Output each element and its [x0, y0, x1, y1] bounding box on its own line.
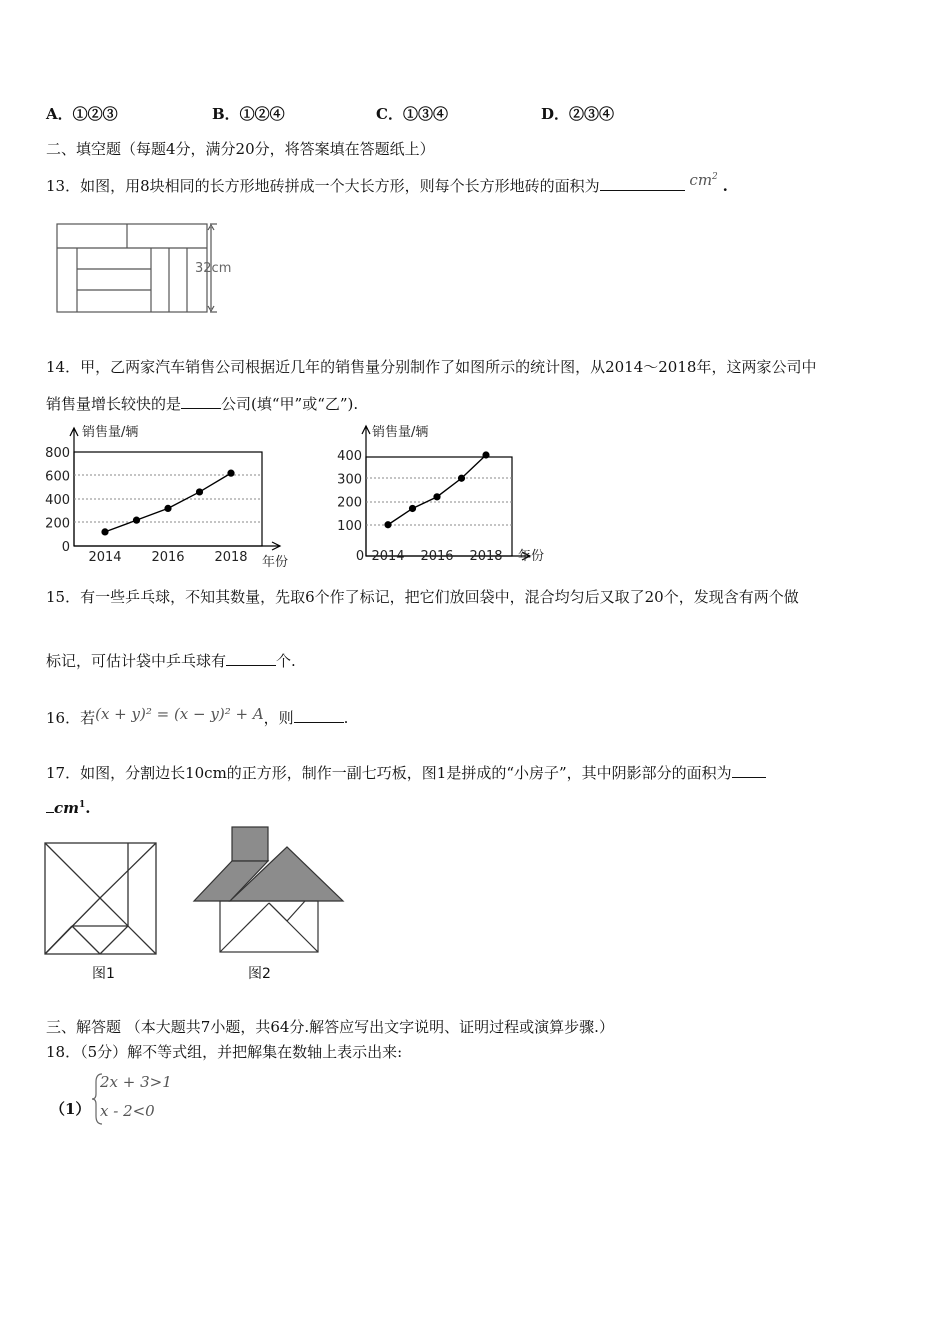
q15-line1: 15．有一些乒乓球，不知其数量，先取6个作了标记，把它们放回袋中，混合均匀后又取了20个，发现含有两个做: [46, 588, 799, 606]
chart2-point: [433, 493, 440, 500]
q16-line: [46, 707, 348, 728]
chart1-point: [227, 470, 234, 477]
q13-question: 13．如图，用8块相同的长方形地砖拼成一个大长方形，则每个长方形地砖的面积为: [46, 177, 600, 195]
q16-suffix: ，则: [263, 709, 294, 727]
chart1-ylabel: 销售量/辆: [82, 425, 139, 440]
chart1-series-line: [105, 473, 231, 532]
q18-ineq2: x - 2<0: [100, 1102, 155, 1120]
q13-end: .: [722, 177, 728, 195]
q13-tiles-figure: [55, 222, 245, 314]
chart1-ytick: 0: [61, 540, 70, 555]
option-b: B．①②④: [212, 105, 285, 123]
section2-title: 二、填空题（每题4分，满分20分，将答案填在答题纸上）: [46, 140, 435, 158]
q18-part-label: （1）: [50, 1100, 91, 1118]
chart1-point: [196, 488, 203, 495]
q14-blank: [181, 394, 221, 409]
chart2-ytick: 400: [337, 449, 362, 464]
chart2-xlabel: 年份: [518, 549, 545, 564]
q13-label: 32cm: [195, 261, 232, 276]
q17-text: 17．如图，分割边长10cm的正方形，制作一副七巧板，图1是拼成的“小房子”，其中阴影部分的面积为: [46, 764, 732, 782]
tangram-house-figure: [190, 825, 346, 955]
q16-blank: [294, 708, 344, 723]
section3-title: 三、解答题 （本大题共7小题，共64分.解答应写出文字说明、证明过程或演算步骤.）: [46, 1018, 614, 1036]
chart2-point: [482, 451, 489, 458]
q17-unit-exp: 1: [79, 800, 86, 810]
chart1-xtick: 2014: [88, 550, 122, 565]
q14-line2: [46, 393, 358, 414]
q14-line1: 14．甲，乙两家汽车销售公司根据近几年的销售量分别制作了如图所示的统计图，从2014～2018年，这两家公司中: [46, 358, 817, 376]
chart2-point: [409, 505, 416, 512]
q17-blank-b: [46, 798, 54, 813]
chart2-ylabel: 销售量/辆: [372, 425, 429, 440]
chart2-xtick: 2018: [469, 549, 503, 564]
chart2-series-line: [388, 455, 486, 525]
fig1-label: 图1: [92, 966, 115, 982]
chart1-xlabel: 年份: [262, 555, 289, 570]
chart1-point: [133, 517, 140, 524]
q15-text-a: 标记，可估计袋中乒乓球有: [46, 652, 227, 670]
chart2-point: [458, 475, 465, 482]
option-a: A．①②③: [46, 105, 118, 123]
q18-text: 18．（5分）解不等式组，并把解集在数轴上表示出来:: [46, 1043, 403, 1061]
q14-text-b: 公司(填“甲”或“乙”).: [221, 395, 359, 413]
q13-unit: $cm^2$: [689, 171, 718, 189]
q15-line2: [46, 650, 296, 671]
chart2-ytick: 100: [337, 518, 362, 534]
q14-text-a: 销售量增长较快的是: [46, 395, 182, 413]
chart1-xtick: 2018: [214, 550, 248, 565]
chart-yi: [330, 420, 570, 570]
q16-end: .: [343, 709, 349, 727]
chart1-point: [164, 505, 171, 512]
option-d: D．②③④: [541, 105, 615, 123]
chart2-xtick: 2016: [420, 549, 454, 564]
q13-blank: [600, 176, 685, 191]
chart1-ytick: 800: [45, 446, 70, 461]
q15-blank: [226, 651, 276, 666]
q17-line1: [46, 762, 766, 783]
q17-blank-a: [732, 763, 766, 778]
chart1-point: [101, 528, 108, 535]
q17-line2: [46, 798, 91, 817]
q16-formula: (x + y)² = (x − y)² + A: [95, 705, 264, 723]
chart1-ytick: 400: [45, 493, 70, 508]
chart2-ytick: 200: [337, 495, 362, 511]
q17-unit: cm: [54, 799, 80, 817]
chart2-xtick: 0: [355, 549, 365, 564]
q18-ineq1: 2x + 3>1: [100, 1073, 172, 1091]
fig2-label: 图2: [248, 966, 271, 982]
chart2-xtick: 2014: [371, 549, 405, 564]
q17-end: .: [85, 799, 91, 817]
q15-text-b: 个.: [276, 652, 296, 670]
option-c: C．①③④: [376, 105, 448, 123]
chart2-ytick: 300: [337, 472, 362, 488]
chart1-ytick: 200: [45, 516, 70, 532]
tangram-square-figure: [44, 842, 160, 958]
chart1-xtick: 2016: [151, 550, 185, 565]
chart-jia: [40, 420, 310, 570]
q16-prefix: 16．若: [46, 709, 96, 727]
chart1-ytick: 600: [45, 469, 70, 485]
q13-text: [46, 171, 728, 196]
chart2-point: [384, 521, 391, 528]
